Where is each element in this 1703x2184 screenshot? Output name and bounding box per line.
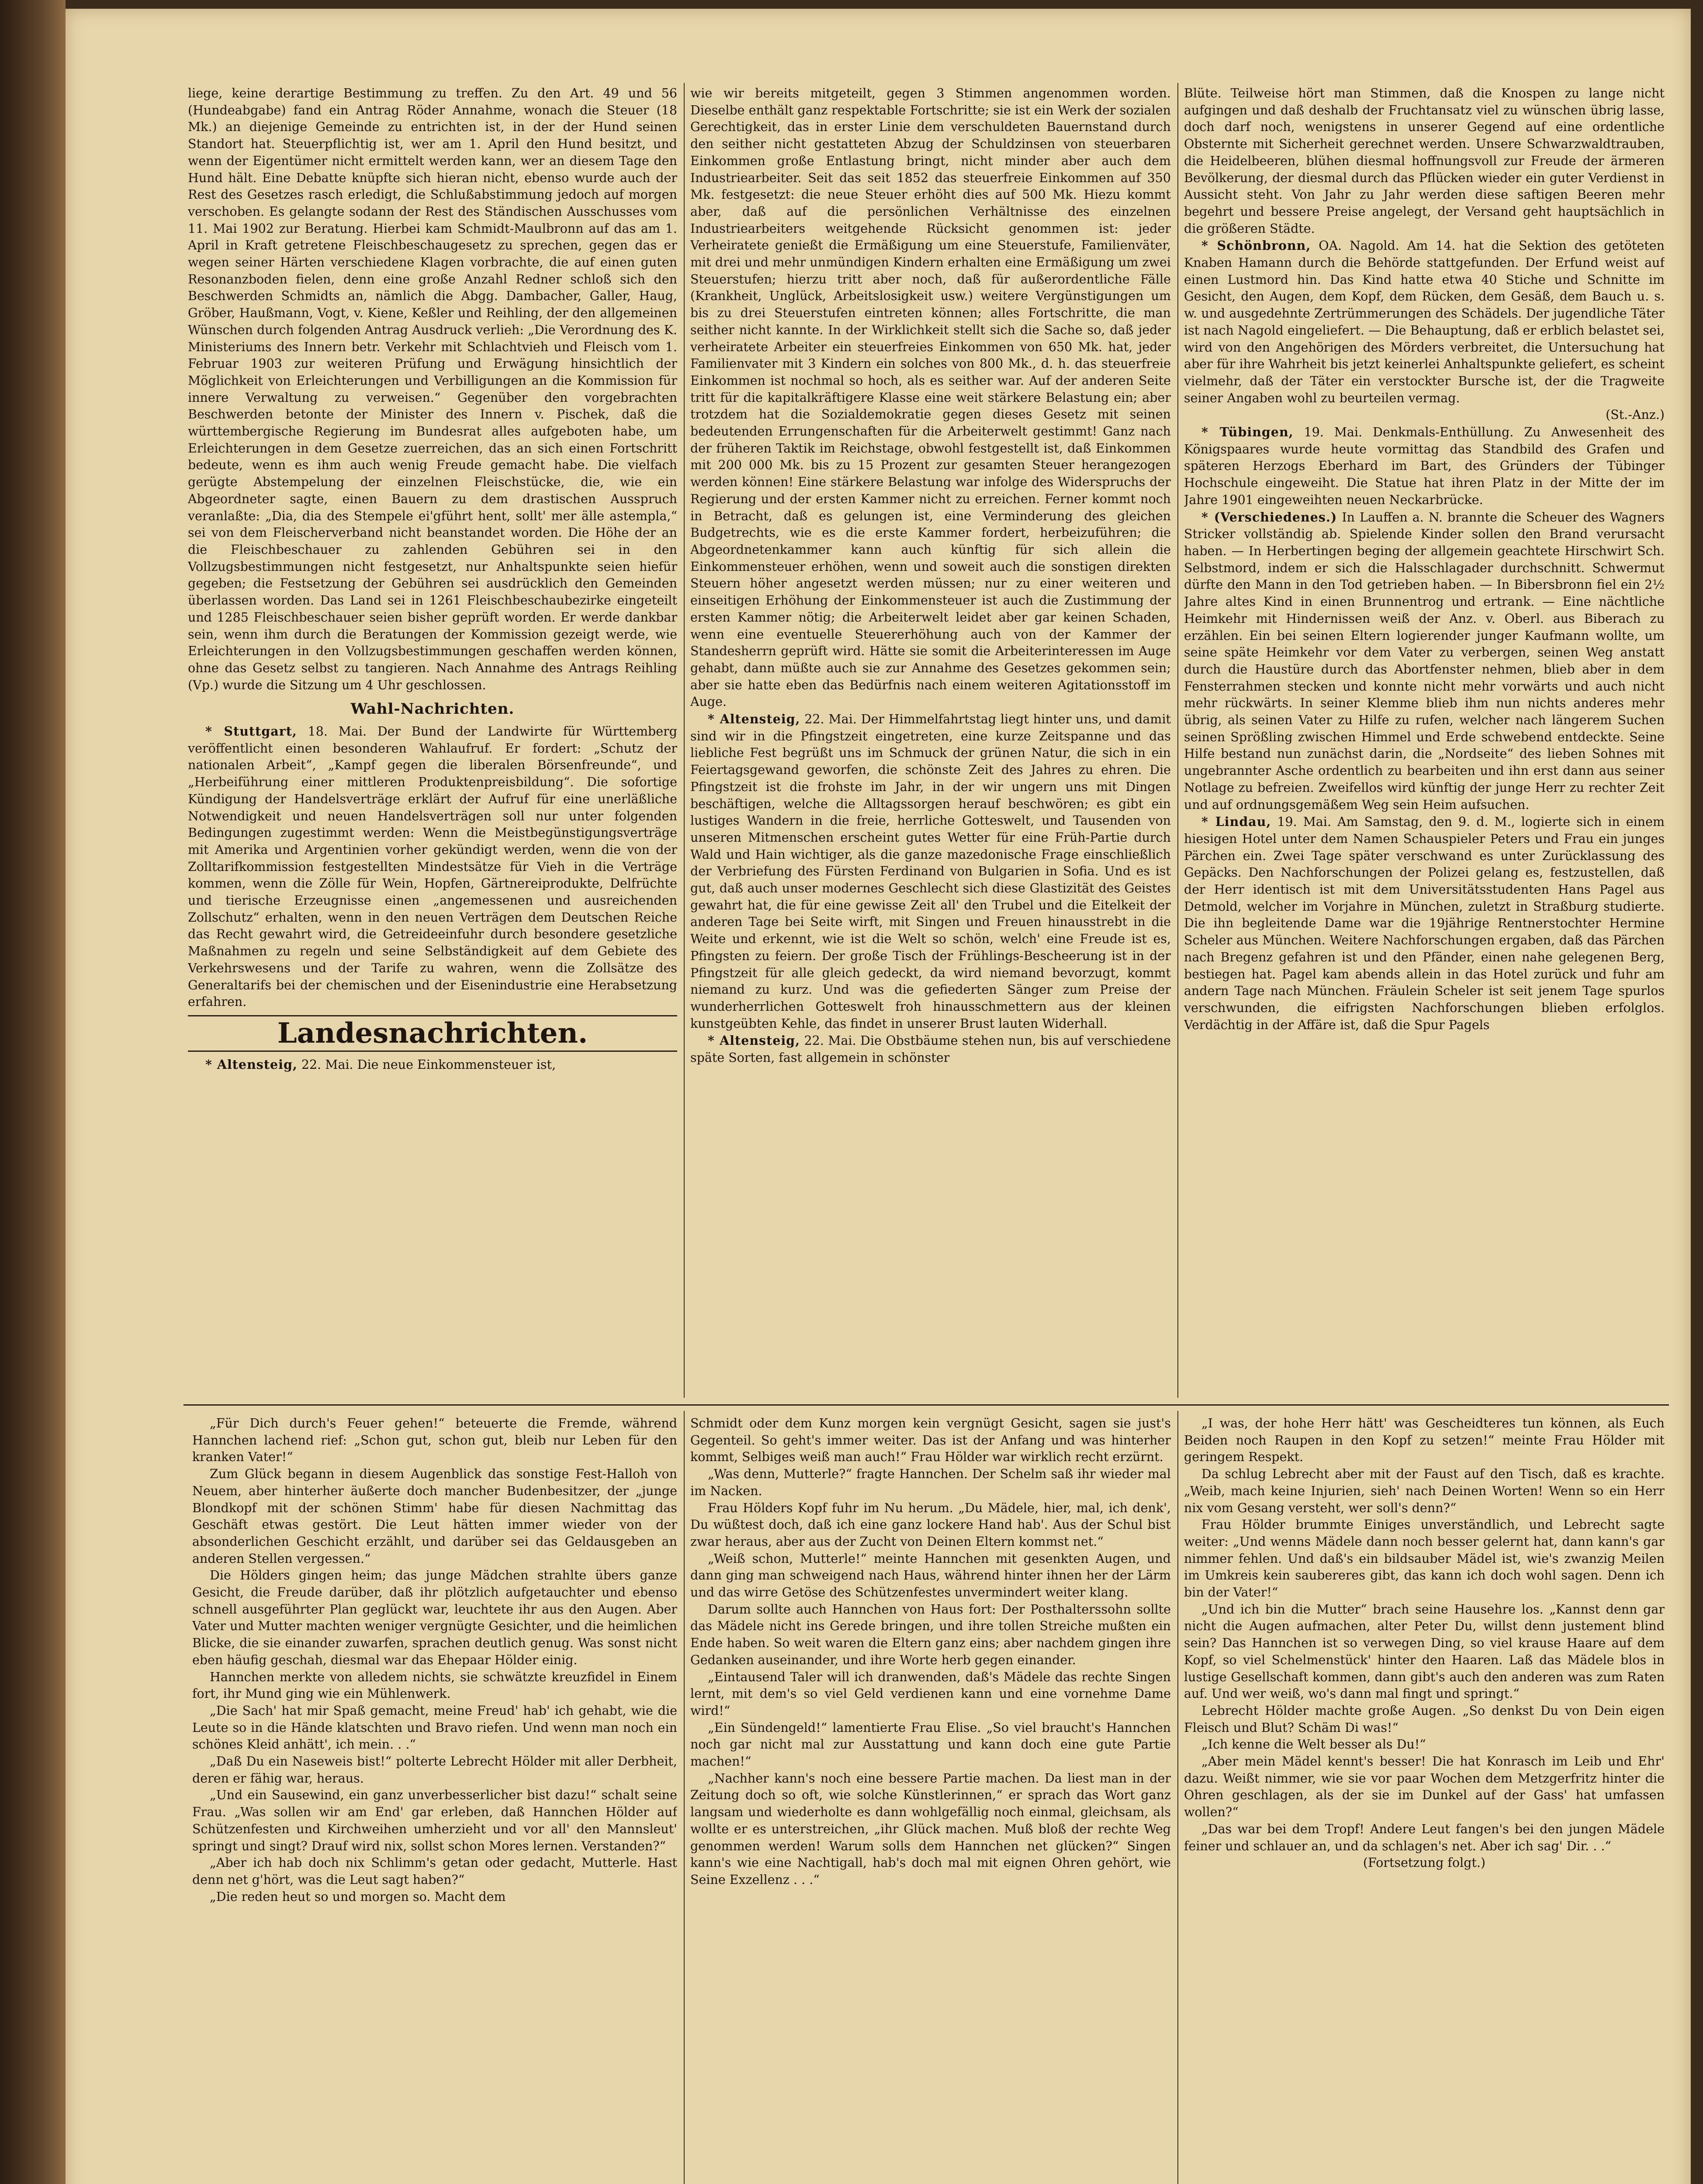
- story-paragraph: „Aber mein Mädel kennt's besser! Die hat Konrasch im Leib und Ehr' dazu. Weißt nimmer, wie sie vor paar Wochen dem Metzgerfritz hinter die Ohren geschlagen, als der sie im Dunkel auf der Gass' hat umfassen wollen?“: [1184, 1754, 1665, 1820]
- article-text: 18. Mai. Der Bund der Landwirte für Württemberg veröffentlicht einen besonderen Wahlaufruf. Er fordert: „Schutz der nationalen Arbeit“, „Kampf gegen die liberalen Börsenfreunde“, und „Herbeiführung einer mittleren Produktenpreisbildung“. Die sofortige Kündigung der Handelsverträge erklärt der Aufruf für eine unerläßliche Notwendigkeit und neuen Handelsverträgen soll nur unter folgenden Bedingungen zugestimmt werden: Wenn die Meistbegünstigungsverträge mit Amerika und Argentinien vorher gekündigt werden, wenn die von der Zolltarifkommission festgestellten Mindestsätze für Vieh in die Verträge kommen, wenn die Zölle für Wein, Hopfen, Gärtnereiprodukte, Delfrüchte und tierische Erzeugnisse einen „angemessenen und ausreichenden Zollschutz“ erhalten, wenn in den neuen Verträgen dem Deutschen Reiche das Recht gewahrt wird, die Getreideeinfuhr durch besondere gesetzliche Maßnahmen zu regeln und seine Selbständigkeit auf dem Gebiete des Verkehrswesens und der Tarife zu wahren, wenn die Zollsätze des Generaltarifs bei der chemischen und der Eisenindustrie eine Herabsetzung erfahren.: [188, 724, 677, 1009]
- newspaper-page: [66, 9, 1691, 2184]
- story-paragraph: „Nachher kann's noch eine bessere Partie machen. Da liest man in der Zeitung doch so oft, wie solche Künstlerinnen,“ er sprach das Wort ganz langsam und wiederholte es dann wohlgefällig noch einmal, gleichsam, als wollte er es unterstreichen, „ihr Glück machen. Muß bloß der rechte Weg genommen werden! Warum solls dem Hannchen net glücken?“ Singen kann's wie eine Nachtigall, hab's doch mal mit eignen Ohren gehört, wie Seine Exzellenz . . .“: [690, 1771, 1171, 1887]
- article-text: 22. Mai. Die neue Einkommensteuer ist,: [301, 1057, 556, 1072]
- source-note: (St.-Anz.): [1606, 408, 1665, 422]
- dateline-place: * Stuttgart,: [205, 724, 297, 739]
- news-column-1: [188, 85, 677, 1396]
- column-rule: [684, 1411, 685, 2184]
- story-paragraph: „Die reden heut so und morgen so. Macht dem: [210, 1889, 506, 1904]
- story-paragraph: Die Hölders gingen heim; das junge Mädchen strahlte übers ganze Gesicht, die Freude darüber, daß ihr plötzlich aufgetauchter und ebenso schnell ausgeführter Plan geglückt war, leuchtete ihr aus den Augen. Aber Vater und Mutter machten weniger vergnügte Gesichter, und die heimlichen Blicke, die sie einander zuwarfen, sprachen deutlich genug. Was sonst nicht eben häufig geschah, diesmal war das Ehepaar Hölder einig.: [192, 1568, 677, 1667]
- article-tuebingen: [1184, 424, 1665, 509]
- article-einkommensteuer: wie wir bereits mitgeteilt, gegen 3 Stimmen angenommen worden. Dieselbe enthält ganz respektable Fortschritte; sie ist ein Werk der sozialen Gerechtigkeit, das in erster Linie dem verschuldeten Bauernstand durch den seither nicht gestatteten Abzug der Schuldzinsen von steuerbaren Einkommen große Entlastung bringt, nicht minder aber auch dem Industriearbeiter. Seit das seit 1852 das steuerfreie Einkommen auf 350 Mk. festgesetzt: die neue Steuer erhöht dies auf 500 Mk. Hiezu kommt aber, daß auf die persönlichen Verhältnisse des einzelnen Industriearbeiters weitgehende Rücksicht genommen ist: jeder Verheiratete genießt die Ermäßigung um eine Steuerstufe, Familienväter, mit drei und mehr unmündigen Kindern erhalten eine Ermäßigung um zwei Steuerstufen; hierzu tritt aber noch, daß für außerordentliche Fälle (Krankheit, Unglück, Arbeitslosigkeit usw.) weitere Vergünstigungen um bis zu drei Steuerstufen eintreten können; alles Fortschritte, die man seither nicht kannte. In der Wirklichkeit stellt sich die Sache so, daß jeder verheiratete Arbeiter ein steuerfreies Einkommen von 650 Mk. hat, jeder Familienvater mit 3 Kindern ein solches von 800 Mk., d. h. das steuerfreie Einkommen ist nochmal so hoch, als es seither war. Auf der anderen Seite tritt für die kapitalkräftigere Klasse eine weit stärkere Belastung ein; aber trotzdem hat die Sozialdemokratie gegen dieses Gesetz mit seinen bedeutenden Errungenschaften für die Arbeiterwelt gestimmt! Ganz nach der früheren Taktik im Reichstage, obwohl festgestellt ist, daß Einkommen mit 200 000 Mk. bis zu 15 Prozent zur gesamten Steuer herangezogen werden können! Eine stärkere Belastung war infolge des Widerspruchs der Regierung und der ersten Kammer nicht zu erreichen. Ferner kommt noch in Betracht, daß es gelungen ist, eine Verminderung des gleichen Budgetrechts, wie es die erste Kammer fordert, herbeizuführen; die Abgeordnetenkammer kann auch künftig für sich allein die Einkommensteuer erhöhen, wenn und soweit auch die sonstigen direkten Steuern höher angesetzt werden müssen; nur zu einer weiteren und einseitigen Erhöhung der Einkommensteuer ist auch die Zustimmung der ersten Kammer nötig; die Arbeiterwelt leidet aber gar keinen Schaden, wenn eine eventuelle Steuererhöhung auch von der Kammer der Standesherrn geprüft wird. Hätte sie somit die Arbeiterinteressen im Auge gehabt, dann müßte auch sie zur Annahme des Gesetzes gekommen sein; aber sie hatte eben das Bedürfnis nach einem weiteren Agitationsstoff im Auge.: [690, 86, 1171, 709]
- column-rule: [1177, 83, 1178, 1398]
- story-paragraph: „Ein Sündengeld!“ lamentierte Frau Elise. „So viel braucht's Hannchen noch gar nicht mal zur Ausstattung und kann doch eine gute Partie machen!“: [690, 1720, 1171, 1769]
- story-paragraph: Lebrecht Hölder machte große Augen. „So denkst Du von Dein eigen Fleisch und Blut? Schäm Di was!“: [1184, 1703, 1665, 1735]
- story-paragraph: „Eintausend Taler will ich dranwenden, daß's Mädele das rechte Singen lernt, mit dem's so viel Geld verdienen kann und eine vornehme Dame wird!“: [690, 1669, 1171, 1718]
- story-paragraph: Da schlug Lebrecht aber mit der Faust auf den Tisch, daß es krachte. „Weib, mach keine Injurien, sieh' nach Deinen Worten! Wenn so ein Herr nix vom Gesang versteht, wer soll's denn?“: [1184, 1467, 1665, 1515]
- feuilleton-column-1: [192, 1415, 677, 2184]
- dateline-place: * Altensteig,: [708, 712, 800, 727]
- feuilleton-column-3: [1184, 1415, 1665, 2184]
- feuilleton-divider: [183, 1404, 1669, 1406]
- dateline-place: * Tübingen,: [1201, 425, 1294, 440]
- book-binding: [0, 0, 66, 2184]
- dateline-place: * Schönbronn,: [1201, 238, 1311, 253]
- story-paragraph: „Für Dich durch's Feuer gehen!“ beteuerte die Fremde, während Hannchen lachend rief: „Schon gut, schon gut, bleib nur Leben für den kranken Vater!“: [192, 1416, 677, 1465]
- article-text: 19. Mai. Am Samstag, den 9. d. M., logierte sich in einem hiesigen Hotel unter dem Namen Schauspieler Peters und Frau ein junges Pärchen ein. Zwei Tage später verschwand es unter Zurücklassung des Gepäcks. Den Nachforschungen der Polizei gelang es, festzustellen, daß der Herr identisch ist mit dem Universitätsstudenten Hans Pagel aus Detmold, welcher im Vorjahre in München, zuletzt in Straßburg studierte. Die ihn begleitende Dame war die 19jährige Rentnerstochter Hermine Scheler aus München. Weitere Nachforschungen ergaben, daß das Pärchen nach Bregenz gefahren ist und den Pfänder, einen nahe gelegenen Berg, bestiegen hat. Pagel kam abends allein in das Hotel zurück und fuhr am andern Tage nach München. Fräulein Scheler ist seit jenem Tage spurlos verschwunden, die eifrigsten Nachforschungen blieben erfolglos. Verdächtig in der Affäre ist, daß die Spur Pagels: [1184, 815, 1665, 1032]
- news-column-2: [690, 85, 1171, 1396]
- dateline-place: * (Verschiedenes.): [1201, 509, 1337, 525]
- story-paragraph: „Und ich bin die Mutter“ brach seine Hausehre los. „Kannst denn gar nicht die Augen aufmachen, alter Peter Du, willst denn justement blind sein? Das Hannchen ist so verwegen Ding, so viel krause Haare auf dem Kopf, so viel Schelmenstück' hinter den Haaren. Laß das Mädele blos in lustige Gesellschaft kommen, dann gibt's auch den anderen was zum Raten auf. Und wer weiß, wo's dann mal fingt und springt.“: [1184, 1602, 1665, 1701]
- article-text: In Lauffen a. N. brannte die Scheuer des Wagners Stricker vollständig ab. Spielende Kinder sollen den Brand verursacht haben. — In Herbertingen beging der allgemein geachtete Hirschwirt Sch. Selbstmord, indem er sich die Halsschlagader durchschnitt. Schwermut dürfte den Mann in den Tod getrieben haben. — In Bibersbronn fiel ein 2½ Jahre altes Kind in einen Brunnentrog und ertrank. — Eine nächtliche Heimkehr mit Hindernissen weiß der Anz. v. Oberl. aus Biberach zu erzählen. Ein bei seinen Eltern logierender junger Kaufmann wollte, um seine späte Heimkehr vor dem Vater zu verbergen, seinen Weg anstatt durch die Haustüre durch das Abortfenster nehmen, blieb aber in dem Fensterrahmen stecken und konnte nicht mehr vorwärts und auch nicht mehr rückwärts. In seiner Klemme blieb ihm nun nichts anderes mehr übrig, als seinen Vater zu Hilfe zu rufen, welcher nach längerem Suchen seinen Sprößling zwischen Himmel und Erde schwebend entdeckte. Seine Hilfe bestand nun zunächst darin, die „Nordseite“ des lieben Sohnes mit ungebrannter Asche ordentlich zu bearbeiten und ihn erst dann aus seiner Notlage zu befreien. Zweifellos wird künftig der junge Herr zu rechter Zeit und auf ordnungsgemäßem Weg sein Heim aufsuchen.: [1184, 510, 1665, 812]
- dateline-place: * Altensteig,: [205, 1057, 298, 1072]
- article-altensteig-3: [690, 1032, 1171, 1066]
- dateline-place: * Altensteig,: [708, 1033, 800, 1048]
- article-text: OA. Nagold. Am 14. hat die Sektion des getöteten Knaben Hamann durch die Behörde stattgefunden. Der Erfund weist auf einen Lustmord hin. Das Kind hatte etwa 40 Stiche und Schnitte im Gesicht, den Augen, dem Kopf, dem Rücken, dem Gesäß, dem Bauch u. s. w. und ausgedehnte Zertrümmerungen des Schädels. Der jugendliche Täter ist nach Nagold eingeliefert. — Die Behauptung, daß er erblich belastet sei, wird von den Angehörigen des Mörders verbreitet, die Untersuchung hat aber für ihre Wahrheit bis jetzt keinerlei Anhaltspunkte geliefert, es scheint vielmehr, daß der Täter ein verstockter Bursche ist, der die Tragweite seiner Angaben wohl zu beurteilen vermag.: [1184, 238, 1665, 405]
- article-obstbluete: Blüte. Teilweise hört man Stimmen, daß die Knospen zu lange nicht aufgingen und daß deshalb der Fruchtansatz viel zu wünschen übrig lasse, doch darf noch, wenigstens in unserer Gegend auf eine ordentliche Obsternte mit Sicherheit gerechnet werden. Unsere Schwarzwaldtrauben, die Heidelbeeren, blühen diesmal hoffnungsvoll zur Freude der ärmeren Bevölkerung, der diesmal durch das Pflücken wieder ein guter Verdienst in Aussicht steht. Von Jahr zu Jahr werden diese saftigen Beeren mehr begehrt und bessere Preise angelegt, der Versand geht hauptsächlich in die größeren Städte.: [1184, 86, 1665, 236]
- story-paragraph: „Und ein Sausewind, ein ganz unverbesserlicher bist dazu!“ schalt seine Frau. „Was sollen wir am End' gar erleben, daß Hannchen Hölder auf Schützenfesten und Kirchweihen umherzieht und vor all' den Mannsleut' springt und singt? Drauf wird nix, sollst schon Mores lernen. Verstanden?“: [192, 1788, 677, 1853]
- story-paragraph: Darum sollte auch Hannchen von Haus fort: Der Posthalterssohn sollte das Mädele nicht ins Gerede bringen, und ihre tollen Streiche mußten ein Ende haben. So weit waren die Eltern ganz eins; aber nachdem gingen ihre Gedanken auseinander, und ihre Worte herb gegen einander.: [690, 1602, 1171, 1667]
- article-landtag-continued: liege, keine derartige Bestimmung zu treffen. Zu den Art. 49 und 56 (Hundeabgabe) fand ein Antrag Röder Annahme, wonach die Steuer (18 Mk.) an diejenige Gemeinde zu entrichten ist, in der der Hund seinen Standort hat. Steuerpflichtig ist, wer am 1. April den Hund besitzt, und wenn der Eigentümer nicht ermittelt werden kann, wer an diesem Tage den Hund hält. Eine Debatte knüpfte sich hieran nicht, ebenso wurde auch der Rest des Gesetzes rasch erledigt, die Schlußabstimmung jedoch auf morgen verschoben. Es gelangte sodann der Rest des Ständischen Ausschusses vom 11. Mai 1902 zur Beratung. Hierbei kam Schmidt-Maulbronn auf das am 1. April in Kraft getretene Fleischbeschaugesetz zu sprechen, gegen das er wegen seiner Härten verschiedene Klagen vorbrachte, die auf einen guten Resonanzboden fielen, denn eine große Anzahl Redner schloß sich den Beschwerden Schmidts an, nämlich die Abgg. Dambacher, Galler, Haug, Gröber, Haußmann, Vogt, v. Kiene, Keßler und Reihling, der den allgemeinen Wünschen durch folgenden Antrag Ausdruck verlieh: „Die Verordnung des K. Ministeriums des Innern betr. Verkehr mit Schlachtvieh und Fleisch vom 1. Februar 1903 zur weiteren Prüfung und Erwägung hinsichtlich der Möglichkeit von Erleichterungen und Verbilligungen an die Kommission für innere Verwaltung zu verweisen.“ Gegenüber den vorgebrachten Beschwerden betonte der Minister des Innern v. Pischek, daß die württembergische Regierung im Bundesrat alles aufgeboten habe, um Erleichterungen in dem Gesetze zuerreichen, das an sich einen Fortschritt bedeute, wenn es ihm auch wenig Freude gemacht habe. Die vielfach gerügte Abstempelung der einzelnen Fleischstücke, die, wie ein Abgeordneter sagte, einen Bauern zu dem drastischen Ausspruch veranlaßte: „Dia, dia des Stempele ei'gführt hent, sollt' mer älle astempla,“ sei von dem Fleischerverband nicht beanstandet worden. Die Höhe der an die Fleischbeschauer zu zahlenden Gebühren sei in den Vollzugsbestimmungen nicht festgesetzt, nur Anhaltspunkte seien hiefür gegeben; die Festsetzung der Gebühren sei ausdrücklich den Gemeinden überlassen worden. Das Land sei in 1261 Fleischbeschaubezirke eingeteilt und 1285 Fleischbeschauer seien bisher geprüft worden. Er werde dankbar sein, wenn ihm durch die Beratungen der Kommission gezeigt werde, wie Erleichterungen in den Vollzugsbestimmungen geschaffen werden können, ohne das Gesetz selbst zu tangieren. Nach Annahme des Antrags Reihling (Vp.) wurde die Sitzung um 4 Uhr geschlossen.: [188, 86, 677, 692]
- section-heading-wahl: Wahl-Nachrichten.: [350, 700, 515, 718]
- story-paragraph: „Weiß schon, Mutterle!“ meinte Hannchen mit gesenkten Augen, und dann ging man schweigend nach Haus, während hinter ihnen her der Lärm und das wirre Getöse des Schützenfestes unvermindert weiter klang.: [690, 1551, 1171, 1600]
- section-heading-landesnachrichten: Landesnachrichten.: [188, 1015, 677, 1052]
- article-verschiedenes: [1184, 509, 1665, 814]
- story-paragraph: Frau Hölders Kopf fuhr im Nu herum. „Du Mädele, hier, mal, ich denk', Du wüßtest doch, daß ich eine ganz lockere Hand hab'. Aus der Schul bist zwar heraus, aber aus der Zucht von Deinen Eltern kommst net.“: [690, 1500, 1171, 1549]
- article-altensteig-1: [188, 1056, 677, 1074]
- article-text: 22. Mai. Der Himmelfahrtstag liegt hinter uns, und damit sind wir in die Pfingstzeit eingetreten, eine kurze Zeitspanne und das liebliche Fest begrüßt uns im Schmuck der grünen Natur, die sich in ein Feiertagsgewand geworfen, die schönste Zeit des Jahres zu ehren. Die Pfingstzeit ist die frohste im Jahr, in der wir ungern uns mit Dingen beschäftigen, welche die Alltagssorgen herauf beschwören; es gibt ein lustiges Wandern in die freie, herrliche Gotteswelt, und Tausenden von unseren Mitmenschen erscheint gutes Wetter für eine Früh-Partie durch Wald und Hain wichtiger, als die ganze mazedonische Frage einschließlich der Verbriefung des Fürsten Ferdinand von Bulgarien in Sofia. Und es ist gut, daß auch unser modernes Geschlecht sich diese Glastizität des Geistes gewahrt hat, die für eine gewisse Zeit all' den Trubel und die Eitelkeit der anderen Tage bei Seite wirft, mit Singen und Freuen hinausstrebt in die Weite und erkennt, wie ist die Welt so schön, welch' eine Freude ist es, Pfingsten zu feiern. Der große Tisch der Frühlings-Bescheerung ist in der Pfingstzeit für alle gleich gedeckt, da wird niemand bevorzugt, kommt niemand zu kurz. Und was die gefiederten Sänger zum Preise der wunderherrlichen Gotteswelt froh hinausschmettern aus der kleinen kunstgeübten Kehle, das findet in unserer Brust lauten Widerhall.: [690, 712, 1171, 1031]
- article-text: 22. Mai. Die Obstbäume stehen nun, bis auf verschiedene späte Sorten, fast allgemein in schönster: [690, 1033, 1171, 1065]
- story-paragraph: „Was denn, Mutterle?“ fragte Hannchen. Der Schelm saß ihr wieder mal im Nacken.: [690, 1467, 1171, 1498]
- column-rule: [684, 83, 685, 1398]
- continuation-note: (Fortsetzung folgt.): [1363, 1856, 1486, 1870]
- story-paragraph: „Das war bei dem Tropf! Andere Leut fangen's bei den jungen Mädele feiner und schlauer an, und da schlagen's net. Aber ich sag' Dir. . .“: [1184, 1821, 1665, 1853]
- column-rule: [1177, 1411, 1178, 2184]
- story-paragraph: Schmidt oder dem Kunz morgen kein vergnügt Gesicht, sagen sie just's Gegenteil. So geht's immer weiter. Das ist der Anfang und was hinterher kommt, Selbiges weiß man auch!“ Frau Hölder war wirklich recht erzürnt.: [690, 1416, 1171, 1465]
- article-stuttgart: [188, 723, 677, 1011]
- news-column-3: [1184, 85, 1665, 1396]
- story-paragraph: Hannchen merkte von alledem nichts, sie schwätzte kreuzfidel in Einem fort, ihr Mund ging wie ein Mühlenwerk.: [192, 1669, 677, 1701]
- article-lindau: [1184, 813, 1665, 1033]
- story-paragraph: Frau Hölder brummte Einiges unverständlich, und Lebrecht sagte weiter: „Und wenns Mädele dann noch besser gelernt hat, dann kann's gar nimmer fehlen. Und daß's ein bildsauber Mädel ist, wie's zwanzig Meilen im Umkreis kein saubereres gibt, das kann ich doch wohl sagen. Denn ich bin der Vater!“: [1184, 1517, 1665, 1600]
- story-paragraph: „I was, der hohe Herr hätt' was Gescheidteres tun können, als Euch Beiden noch Raupen in den Kopf zu setzen!“ meinte Frau Hölder mit geringem Respekt.: [1184, 1416, 1665, 1465]
- story-paragraph: „Ich kenne die Welt besser als Du!“: [1201, 1737, 1426, 1752]
- article-text: 19. Mai. Denkmals-Enthüllung. Zu Anwesenheit des Königspaares wurde heute vormittag das Standbild des Grafen und späteren Herzogs Eberhard im Bart, des Gründers der Tübinger Hochschule eingeweiht. Die Statue hat ihren Platz in der Mitte der im Jahre 1901 eingeweihten neuen Neckarbrücke.: [1184, 425, 1665, 507]
- article-altensteig-2: [690, 711, 1171, 1032]
- story-paragraph: Zum Glück begann in diesem Augenblick das sonstige Fest-Halloh von Neuem, aber hinterher äußerte doch mancher Budenbesitzer, der „junge Blondkopf mit der schönen Stimm' habe für diesen Nachmittag das Geschäft etwas gestört. Die Leut hätten immer wieder von der absonderlichen Geschicht erzählt, und darüber sei das Geldausgeben an anderen Stellen vergessen.“: [192, 1467, 677, 1566]
- story-paragraph: „Daß Du ein Naseweis bist!“ polterte Lebrecht Hölder mit aller Derbheit, deren er fähig war, heraus.: [192, 1754, 677, 1786]
- feuilleton-column-2: [690, 1415, 1171, 2184]
- article-schoenbronn: [1184, 237, 1665, 407]
- dateline-place: * Lindau,: [1201, 814, 1271, 829]
- story-paragraph: „Die Sach' hat mir Spaß gemacht, meine Freud' hab' ich gehabt, wie die Leute so in die Hände klatschten und Bravo riefen. Und wenn man noch ein schönes Kleid anhätt', ich mein. . .“: [192, 1703, 677, 1752]
- story-paragraph: „Aber ich hab doch nix Schlimm's getan oder gedacht, Mutterle. Hast denn net g'hört, was die Leut sagt haben?“: [192, 1856, 677, 1887]
